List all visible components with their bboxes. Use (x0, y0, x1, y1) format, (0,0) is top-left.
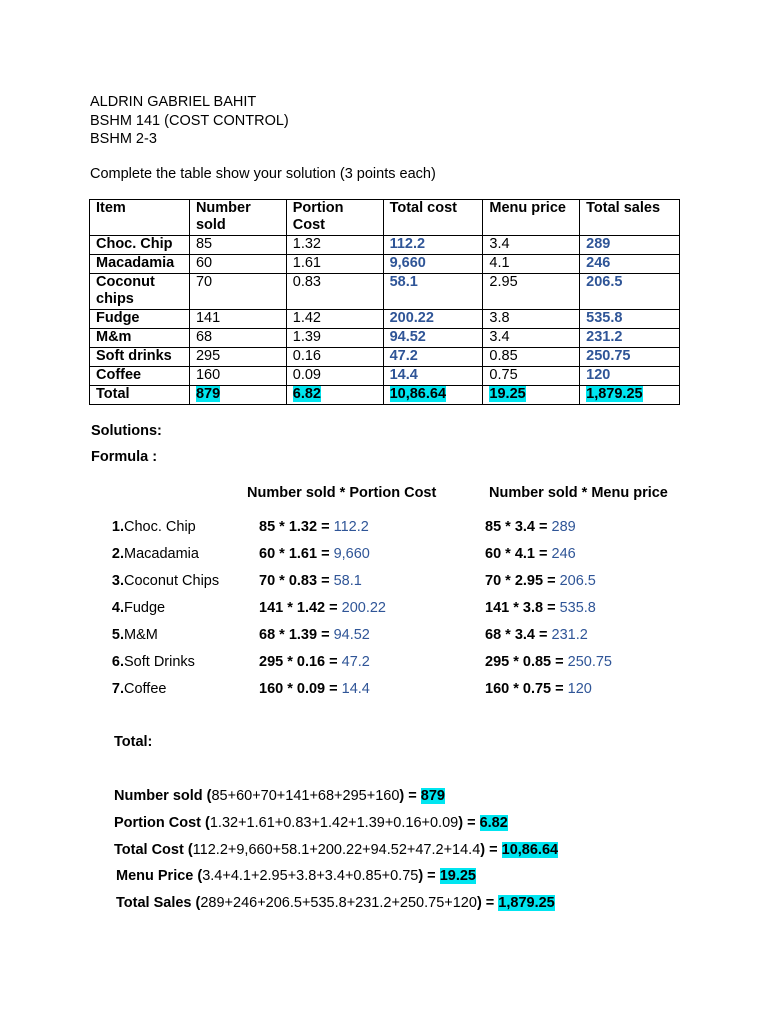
menu-price-cell: 0.75 (483, 367, 580, 386)
total-portion-cell: 6.82 (286, 386, 383, 405)
menu-price-cell: 3.4 (483, 236, 580, 255)
total-cost-cell: 200.22 (383, 310, 483, 329)
total-label-cell: Total (90, 386, 190, 405)
section-label: BSHM 2-3 (90, 131, 157, 147)
total-cost-cell: 58.1 (383, 274, 483, 310)
column-header: Menu price (483, 200, 580, 236)
total-cost-cell: 47.2 (383, 348, 483, 367)
item-cell: Macadamia (90, 255, 190, 274)
student-name: ALDRIN GABRIEL BAHIT (90, 94, 257, 110)
sold-cell: 160 (189, 367, 286, 386)
item-cell: Coconut chips (90, 274, 190, 310)
column-header: Item (90, 200, 190, 236)
portion-cell: 0.83 (286, 274, 383, 310)
menu-price-cell: 4.1 (483, 255, 580, 274)
menu-price-cell: 2.95 (483, 274, 580, 310)
table-row (90, 348, 680, 367)
cost-table (89, 199, 680, 405)
item-cell: Choc. Chip (90, 236, 190, 255)
item-cell: Coffee (90, 367, 190, 386)
totals-heading: Total: (114, 734, 153, 750)
table-row (90, 274, 680, 310)
total-sold-cell: 879 (189, 386, 286, 405)
total-sales-cell: 206.5 (580, 274, 680, 310)
course-title: BSHM 141 (COST CONTROL) (90, 113, 289, 129)
total-line-menu-price: Menu Price (3.4+4.1+2.95+3.8+3.4+0.85+0.75) = 19.25 (116, 868, 476, 884)
portion-cell: 1.42 (286, 310, 383, 329)
column-header: Total sales (580, 200, 680, 236)
total-sales-cell: 289 (580, 236, 680, 255)
sold-cell: 295 (189, 348, 286, 367)
total-menu-cell: 19.25 (483, 386, 580, 405)
menu-price-cell: 3.8 (483, 310, 580, 329)
total-sales-cell: 250.75 (580, 348, 680, 367)
sold-cell: 60 (189, 255, 286, 274)
portion-cell: 1.39 (286, 329, 383, 348)
menu-price-cell: 3.4 (483, 329, 580, 348)
portion-cell: 0.16 (286, 348, 383, 367)
table-row (90, 329, 680, 348)
column-header: Portion Cost (286, 200, 383, 236)
solutions-heading: Solutions: (91, 423, 162, 439)
column-header: Total cost (383, 200, 483, 236)
total-sales-cell: 535.8 (580, 310, 680, 329)
total-line-total-sales: Total Sales (289+246+206.5+535.8+231.2+250.75+120) = 1,879.25 (116, 895, 555, 911)
portion-cell: 1.61 (286, 255, 383, 274)
total-sales-sum-cell: 1,879.25 (580, 386, 680, 405)
formula-label: Formula : (91, 449, 158, 465)
total-sales-cell: 246 (580, 255, 680, 274)
sold-cell: 85 (189, 236, 286, 255)
portion-cell: 1.32 (286, 236, 383, 255)
total-line-number-sold: Number sold (85+60+70+141+68+295+160) = 879 (114, 788, 445, 804)
table-row (90, 367, 680, 386)
total-cost-cell: 9,660 (383, 255, 483, 274)
total-cost-sum-cell: 10,86.64 (383, 386, 483, 405)
formula-sales-heading: Number sold * Menu price (489, 485, 668, 501)
column-header: Number sold (189, 200, 286, 236)
table-row (90, 236, 680, 255)
sold-cell: 141 (189, 310, 286, 329)
table-row (90, 310, 680, 329)
portion-cell: 0.09 (286, 367, 383, 386)
table-header-row (90, 200, 680, 236)
sold-cell: 70 (189, 274, 286, 310)
sold-cell: 68 (189, 329, 286, 348)
menu-price-cell: 0.85 (483, 348, 580, 367)
total-cost-cell: 112.2 (383, 236, 483, 255)
total-line-total-cost: Total Cost (112.2+9,660+58.1+200.22+94.52+47.2+14.4) = 10,86.64 (114, 842, 559, 858)
item-cell: M&m (90, 329, 190, 348)
table-row (90, 255, 680, 274)
formula-cost-heading: Number sold * Portion Cost (247, 485, 437, 501)
total-cost-cell: 94.52 (383, 329, 483, 348)
total-line-portion-cost: Portion Cost (1.32+1.61+0.83+1.42+1.39+0.16+0.09) = 6.82 (114, 815, 508, 831)
total-cost-cell: 14.4 (383, 367, 483, 386)
item-cell: Soft drinks (90, 348, 190, 367)
total-sales-cell: 231.2 (580, 329, 680, 348)
instruction-text: Complete the table show your solution (3 points each) (90, 166, 436, 182)
total-row (90, 386, 680, 405)
item-cell: Fudge (90, 310, 190, 329)
total-sales-cell: 120 (580, 367, 680, 386)
